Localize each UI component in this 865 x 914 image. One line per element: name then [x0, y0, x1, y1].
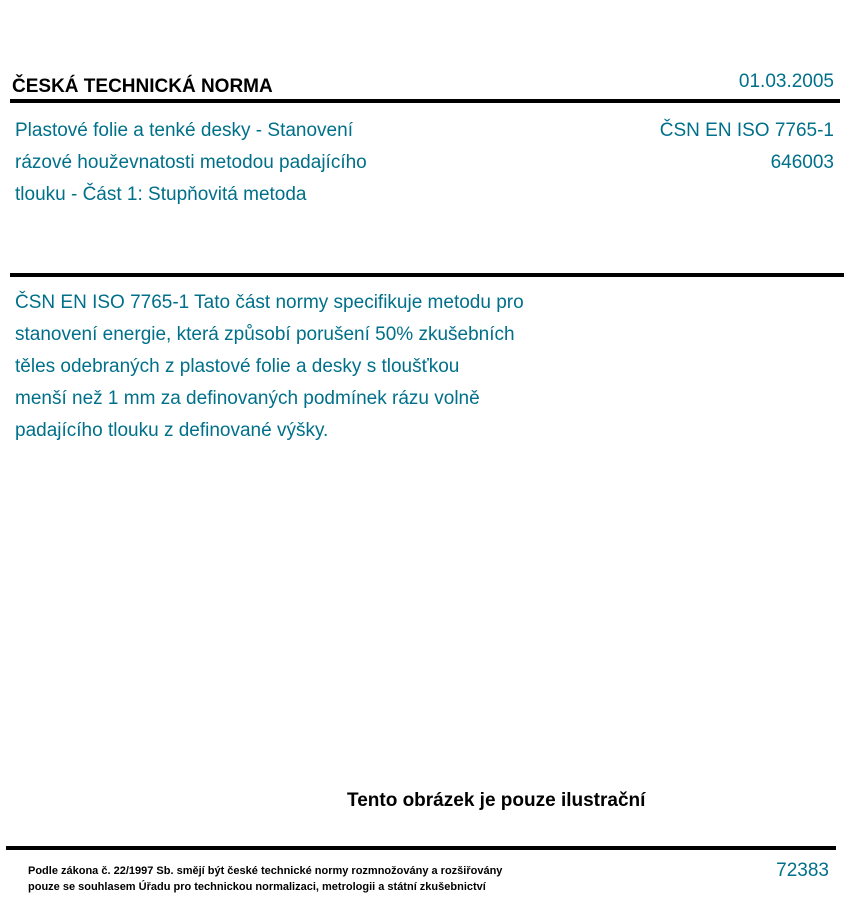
document-number: 72383 [776, 860, 829, 881]
abstract-line: těles odebraných z plastové folie a desky s tloušťkou [15, 356, 460, 377]
abstract-line: menší než 1 mm za definovaných podmínek rázu volně [15, 388, 480, 409]
legal-notice-line: pouze se souhlasem Úřadu pro technickou normalizaci, metrologii a státní zkušebnictví [28, 881, 486, 893]
standard-codes [660, 115, 834, 179]
standard-designation: ČSN EN ISO 7765-1 [659, 120, 834, 141]
header-title: ČESKÁ TECHNICKÁ NORMA [12, 76, 273, 97]
abstract-line: padajícího tlouku z definované výšky. [15, 420, 329, 441]
bottom-divider [6, 846, 836, 850]
standard-title [15, 115, 465, 211]
legal-notice-line: Podle zákona č. 22/1997 Sb. smějí být české technické normy rozmnožovány a rozšiřovány [28, 865, 503, 877]
abstract-line: stanovení energie, která způsobí porušení 50% zkušebních [15, 324, 515, 345]
abstract-text [15, 287, 615, 447]
publication-date: 01.03.2005 [738, 71, 834, 92]
top-divider [10, 99, 840, 103]
abstract-line: ČSN EN ISO 7765-1 Tato část normy specifikuje metodu pro [15, 292, 524, 313]
illustration-note: Tento obrázek je pouze ilustrační [347, 790, 646, 811]
classification-code: 646003 [770, 152, 834, 173]
standard-title-line: Plastové folie a tenké desky - Stanovení [15, 120, 353, 141]
standard-title-line: tlouku - Část 1: Stupňovitá metoda [15, 184, 307, 205]
standard-title-line: rázové houževnatosti metodou padajícího [15, 152, 367, 173]
legal-notice [28, 863, 502, 895]
middle-divider [10, 273, 844, 277]
